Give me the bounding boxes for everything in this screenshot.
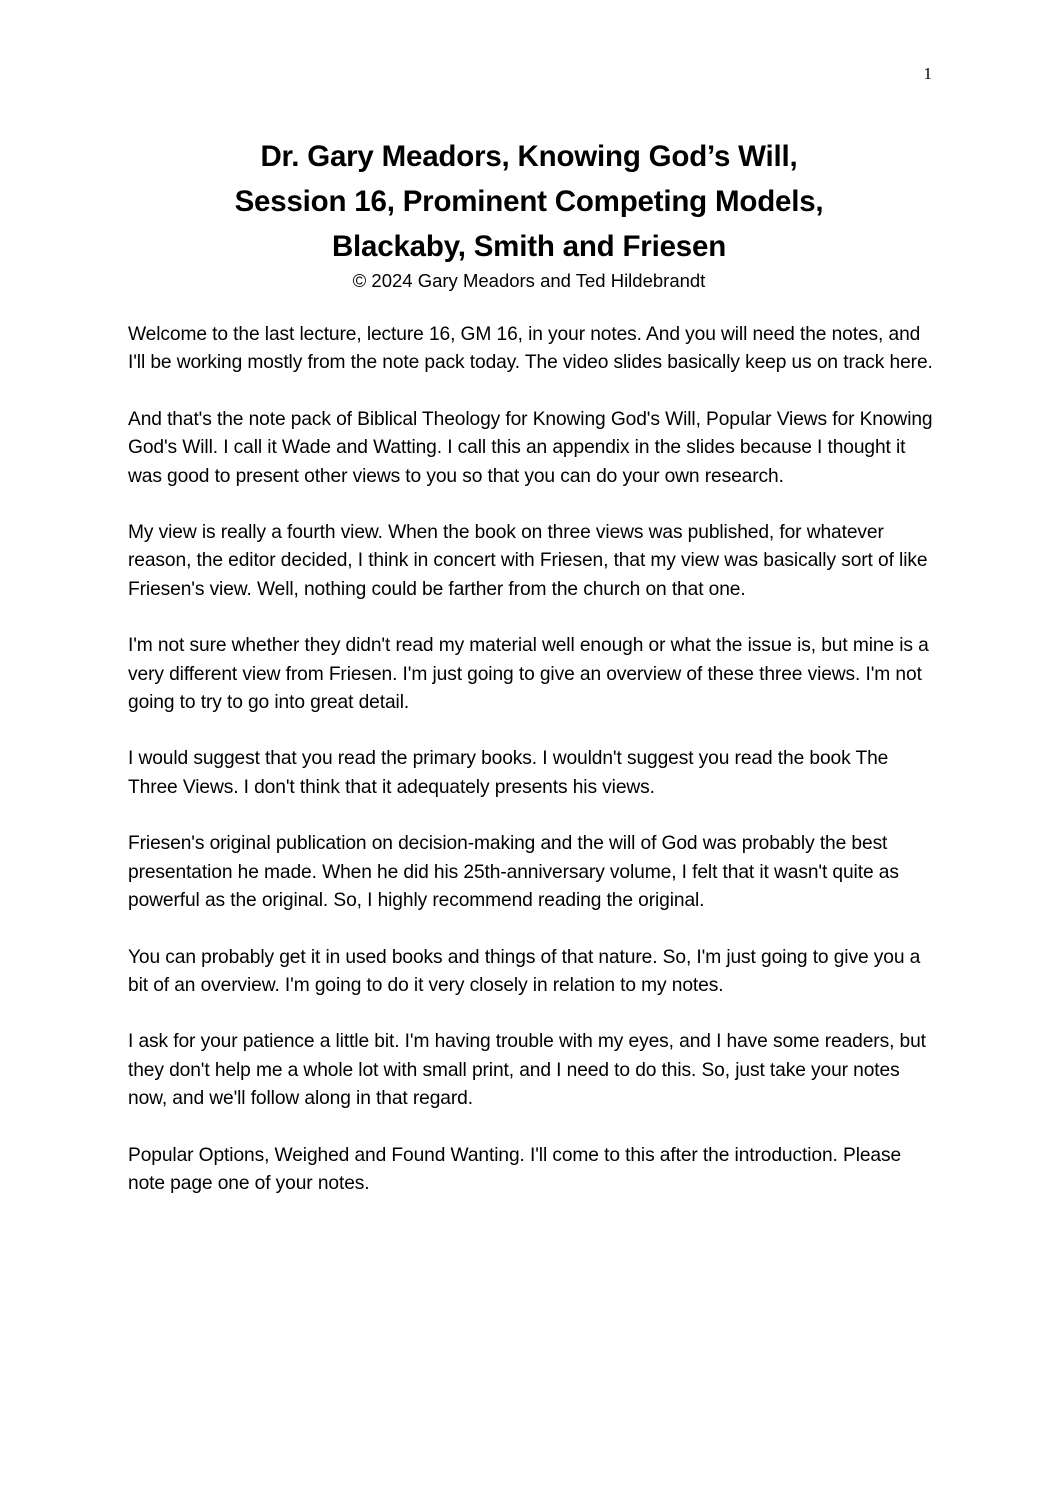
- copyright-line: © 2024 Gary Meadors and Ted Hildebrandt: [352, 270, 706, 291]
- paragraph: My view is really a fourth view. When the book on three views was published, for whatever reason, the editor decided, I think in concert with Friesen, that my view was basically sort of like Friesen's view. Well, nothing could be farther from the church on that one.: [128, 522, 928, 600]
- paragraph: And that's the note pack of Biblical Theology for Knowing God's Will, Popular Views for Knowing God's Will. I call it Wade and Watting. I call this an appendix in the slides because I thought it was good to present other views to you so that you can do your own research.: [128, 408, 933, 487]
- paragraph: Popular Options, Weighed and Found Wanting. I'll come to this after the introduction. Please note page one of your notes.: [128, 1144, 902, 1194]
- title-line-2: Session 16, Prominent Competing Models,: [234, 185, 824, 218]
- paragraph: I would suggest that you read the primary books. I wouldn't suggest you read the book The Three Views. I don't think that it adequately presents his views.: [128, 748, 889, 798]
- title-line-3: Blackaby, Smith and Friesen: [331, 230, 727, 263]
- paragraph: I'm not sure whether they didn't read my material well enough or what the issue is, but mine is a very different view from Friesen. I'm just going to give an overview of these three views. I'm not going to try to go into great detail.: [128, 635, 929, 714]
- title-line-1: Dr. Gary Meadors, Knowing God’s Will,: [260, 140, 798, 173]
- paragraph: Welcome to the last lecture, lecture 16, GM 16, in your notes. And you will need the notes, and I'll be working mostly from the note pack today. The video slides basically keep us on track here.: [128, 324, 933, 374]
- paragraph: You can probably get it in used books and things of that nature. So, I'm just going to give you a bit of an overview. I'm going to do it very closely in relation to my notes.: [128, 946, 921, 996]
- document-header: [0, 134, 1058, 293]
- paragraph: Friesen's original publication on decision-making and the will of God was probably the best presentation he made. When he did his 25th-anniversary volume, I felt that it wasn't quite as powerful as the original. So, I highly recommend reading the original.: [128, 833, 899, 912]
- transcript-body: [128, 321, 936, 1226]
- page-number: 1: [923, 64, 932, 83]
- paragraph: I ask for your patience a little bit. I'm having trouble with my eyes, and I have some readers, but they don't help me a whole lot with small print, and I need to do this. So, just take your notes now, and we'll follow along in that regard.: [128, 1031, 926, 1110]
